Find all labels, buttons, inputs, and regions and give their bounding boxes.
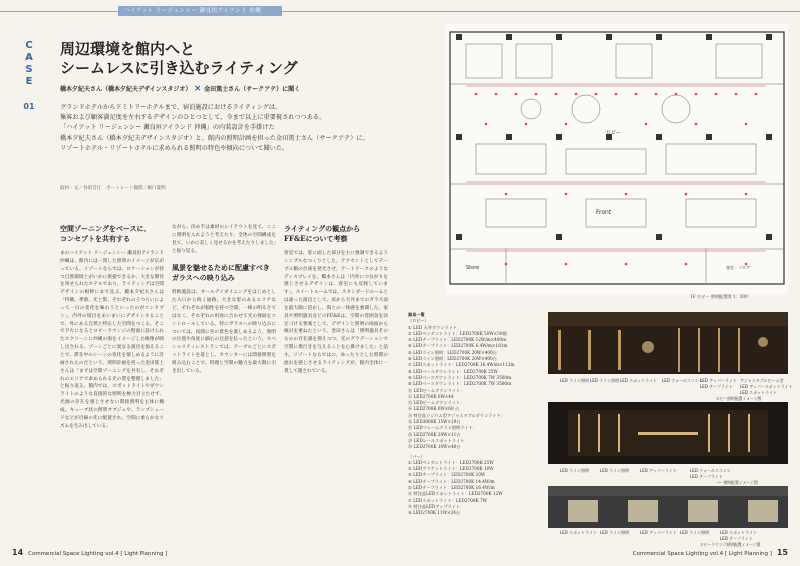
legend-item: ⑦ LEDスポットライト：LED2700K 16.4W/m×112m [408,362,515,368]
legend-item: ④ LEDテープライト：LED2700K 14.4W/m [408,478,495,484]
photo-1-caption-5: LED アッパーライト [700,378,737,383]
legend-item: ⑭ LED2700K 6W×60 台 [408,406,460,412]
photo-1-note: ロビー照明配置イメージ図 [716,396,762,401]
lead-line: 「ハイアット リージェンシー 瀬良垣アイランド 沖縄」の内装設計を手掛けた [60,124,275,132]
lead-line: 集客および顧客満足度を左右するデザインのひとつとして、今まで以上に重要視されつつある。 [60,114,326,122]
photo-3-caption-4: LED ライン照明 [680,530,709,535]
header-title: ハイアット リージェンシー 瀬良垣アイランド 沖縄 [124,8,262,14]
floor-plan-drawing [446,24,788,294]
photo-2-caption-2: LED ライン照明 [600,468,629,473]
legend-item: ⑪ LEDビームダウンライト： [408,387,465,393]
cross-icon: ✕ [194,83,202,93]
lead-line: グランドホテルからドミトリーホテルまで、宿泊施設におけるライティングは、 [60,104,282,111]
legend-item: ⑨ LED2700K 11W×24台 [408,510,461,516]
case-letter: E [25,76,33,87]
legend-item: ④ LEDテープライト：LED2700K 6.4W/m×181m [408,343,508,349]
footer-text: Commercial Space Lighting vol.4 [ Light Planning ] [632,551,772,557]
photo-3-caption-6: LED テープライト [720,536,753,541]
plan-caption: 1F ロビー 照明配置図 1：300 [690,294,748,299]
legend-item: ⑥ LEDライン照明：LED2700K 20W×400台 [408,356,497,362]
legend-item: ⑲ LEDレールスポットライト： [408,437,469,443]
legend-heading: 器具一覧 [408,312,425,317]
photo-3-image [548,486,788,528]
body-text: 客室では、窓に面した部分を主に強調できるようシンプルなつくりとした。アクセントとしてテーブル類の台座を発光させ、アートワークのようなディスプレイを。橋本さんは「内外につながりを感じさせるデザインは、客室にも反映しています」。スイートルームでは、スタンダードルームとは違った演出として、床から天井までのガラス面を最大限に活かし、海との一体感を強調した。家具や照明器具などのFF&Eは、空間の雰囲気を決定づける要素として、デザインと照明の両面から検討を重ねたという。金田さんは「照明器具そのものの存在感を抑えつつ、光のグラデーションで空間に奥行きを与えることを心掛けました」と話す。リゾートならではの、ゆったりとした時間の流れを感じさせるライティングが、館内全体に一貫して施されている。 [284,251,388,374]
legend-item: ⑮ 特注品ラジウム型アジャスタブルダウンライト： [408,412,505,418]
footer-text: Commercial Space Lighting vol.4 [ Light Planning ] [28,551,168,557]
title-line: 周辺環境を館内へと [60,40,196,58]
photo-3-caption-2: LED ライン照明 [600,530,629,535]
legend-list-lobby [408,325,538,451]
footer-right [633,548,788,557]
legend-item: ⑬ LEDビームダウンライト： [408,400,465,406]
legend-item: ⑦ LEDスポットライト：LED2700K 7W [408,497,487,503]
photo-2-note: バー照明配置イメージ図 [716,480,758,485]
case-letter: C [25,40,33,51]
legend-item: ⑨ LEDベースダウンライト：LED2700K 7W 3500m [408,374,512,380]
byline: 取材・文／谷彩音江 ポートレート撮影／堀口夏明 [60,186,166,191]
lead-line: 橋本夕紀夫さん（橋本夕紀夫デザインスタジオ）と、館内の照明計画を担った金田篤士さん（サークアテ）に、 [60,134,369,142]
photo-3-note: ロビーラウンジ照明配置イメージ図 [700,542,761,547]
section-heading: 風景を魅せるために配慮すべき ガラスへの映り込み [172,263,270,283]
legend-item: ③ LEDテープライト：LED2700K 12W/m×400m [408,337,507,343]
legend-item: ⑫ LED2700K 6W×44 [408,393,454,399]
credit-person-1: 橋本夕紀夫さん（橋本夕紀夫デザインスタジオ） [60,86,192,93]
plan-label-store: Store [466,265,480,271]
plan-label-front: Front [596,209,612,216]
lighting-photo-2 [548,402,788,464]
header-bar [118,6,282,16]
case-number: 01 [23,102,35,111]
legend-item: ⑥ 特注品LEDスポットライト：LED2700K 12W [408,491,503,497]
body-text: 料飲施設は、オールデイダイニングをはじめとした入口から続く通路、大きな窓のあるエリアなど、それぞれが個性を持つ空間。一様の明るさではなく、それぞれの用途に合わせて光の強弱をコントロールしている。特にガラスへの映り込みについては、夜間に外の景色を楽しめるよう、照明の位置や角度に細心の注意を払ったという。スペシャリティレストランでは、テーブルごとにスポットライトを落とし、カウンターには間接照明を組み込むことで、料理と空間の魅力を最大限に引き出している。 [172,290,276,374]
fixture-legend [408,312,538,548]
photo-1-caption-9: LED スポットライト [740,390,777,395]
body-text: ながら、決め手は素材のレイアウトを見て、ここに照明を入れようと考えたり、全体の空間構成を見て、いかに美しく見せるかを考えたりしました」と振り返る。 [172,225,276,254]
photo-1-caption-6: LED テープライト [700,384,733,389]
legend-item: ⑰ LEDフレームグラス照明ライト： [408,425,477,431]
page-number: 14 [12,548,24,557]
photo-1-caption-2: LED ライン照明 [590,378,619,383]
legend-item: ② LEDペンダントライト：LED2700K 50W×50個 [408,330,507,336]
legend-item: ⑱ LED2700K 20W×11台 [408,431,461,437]
case-label [22,40,36,88]
photo-1-caption-7: アジャスタブルビーム型 [740,378,784,383]
legend-item: ② LEDブラケットライト：LED2700K 10W [408,466,494,472]
header-rule-right-page [400,11,800,12]
lead-line: リゾートホテル・リゾートホテルに求められる照明の特色や傾向について聞いた。 [60,144,289,152]
photo-3-caption-1: LED スポットライト [560,530,597,535]
photo-1-caption-4: LED ウォールスコンス [662,378,703,383]
body-column-2 [172,224,276,549]
legend-item: ① LED 天井ダウンライト： [408,324,462,330]
legend-subheading: （バー） [408,453,425,459]
legend-subheading: （ロビー） [408,318,429,324]
case-letter: A [25,52,33,63]
header-rule-right [282,11,400,12]
lighting-photo-3 [548,486,788,528]
photo-2-image [548,402,788,464]
credits [60,84,360,94]
plan-label-lobby: ロビー [606,130,621,136]
legend-item: ⑧ 特注品LEDアップライト： [408,503,465,509]
section-heading: 空間ゾーニングをベースに、 コンセプトを共有する [60,224,151,243]
body-text: まのハイアット リージェンシー 瀬良垣アイランド 沖縄は、館内には一貫した照明のイメージが広がっている。リゾートならでは、ロケーションが持つ自然環境とがいかに密接できるか、大きな期待を寄せられたホテルであり、ライティングは空間デザインの根幹にまで及ぶ。橋本夕紀夫さんは「特徴、季節、光と影、それぞれのうつろいによって一日の変化を味わうといったのがコンセプト」。内外の境目をあいまいにデザインすることで、外にある自然と呼応した空間をつくる。そこで夕方になるとロビーラウンジの壁面に設けられたスクリーンに沖縄の海をイメージした映像が映し出される。ゾーンごとに異なる演出を加えることで、滞在中のシーンの変化を楽しめるように計画されたのだという。照明計画を担った金田篤士さんは「まずは空間ゾーニングを共有し、それぞれのエリアで求められる光の質を整理しました」と振り返る。館内では、スポットライトやダウンライトのような直接的な照明を極力目立たせず、光源の存在を感じさせない間接照明を主体に構成。キューブ状の照明オブジェや、ランプシェードなどが目線の先に配置され、空間に柔らかなリズムを生み出している。 [60,251,164,429]
legend-item: ① LEDペンダントライト：LED2700K 25W [408,459,494,465]
photo-1-caption-3: LED スポットライト [620,378,657,383]
body-column-3 [284,224,388,549]
page-number: 15 [776,548,788,557]
body-column-1 [60,224,164,549]
photo-3-caption-5: LED スポットライト [720,530,757,535]
lead-text [60,103,380,154]
section-heading: ライティングの観点から FF&Eについて考察 [284,224,361,243]
photo-3-caption-3: LED アッパーライト [640,530,677,535]
legend-list-bar [408,460,538,517]
floor-plan [446,24,788,294]
legend-item: ⑤ LEDテープライト：LED2700K 16.4W/m [408,485,495,491]
photo-2-caption-4: LED ウォールスコンス [690,468,731,473]
photo-2-caption-3: LED アッパーライト [640,468,677,473]
legend-item: ⑧ LEDベースダウンライト：LED2700K 25W [408,368,498,374]
legend-item: ⑩ LEDベースダウンライト：LED2700K 7W 3500m [408,381,512,387]
header-rule-left [0,11,118,12]
legend-item: ⑤ LEDライン照明：LED2700K 20W×400台 [408,349,497,355]
legend-item: ⑯ LED3000K 15W×19台 [408,419,461,425]
footer-left [12,548,167,557]
photo-2-caption-5: LED テープライト [690,474,723,479]
credit-person-2: 金田篤士さん（サークアテ）に聞く [204,86,301,93]
photo-1-image [548,312,788,374]
photo-2-caption-1: LED ライン照明 [560,468,589,473]
article-title [60,40,390,78]
photo-1-caption-1: LED ライン照明 [560,378,589,383]
lighting-photo-1 [548,312,788,374]
legend-item: ③ LEDテープライト：LED2700K 10W [408,472,486,478]
title-line: シームレスに引き込むライティング [60,59,298,77]
legend-item: ⑳ LED2700K 10W×40台 [408,444,461,450]
case-letter: S [25,64,33,75]
photo-1-caption-8: LED アッパースポットライト [740,384,793,389]
plan-label-bar: 客室・フロア [726,265,750,270]
